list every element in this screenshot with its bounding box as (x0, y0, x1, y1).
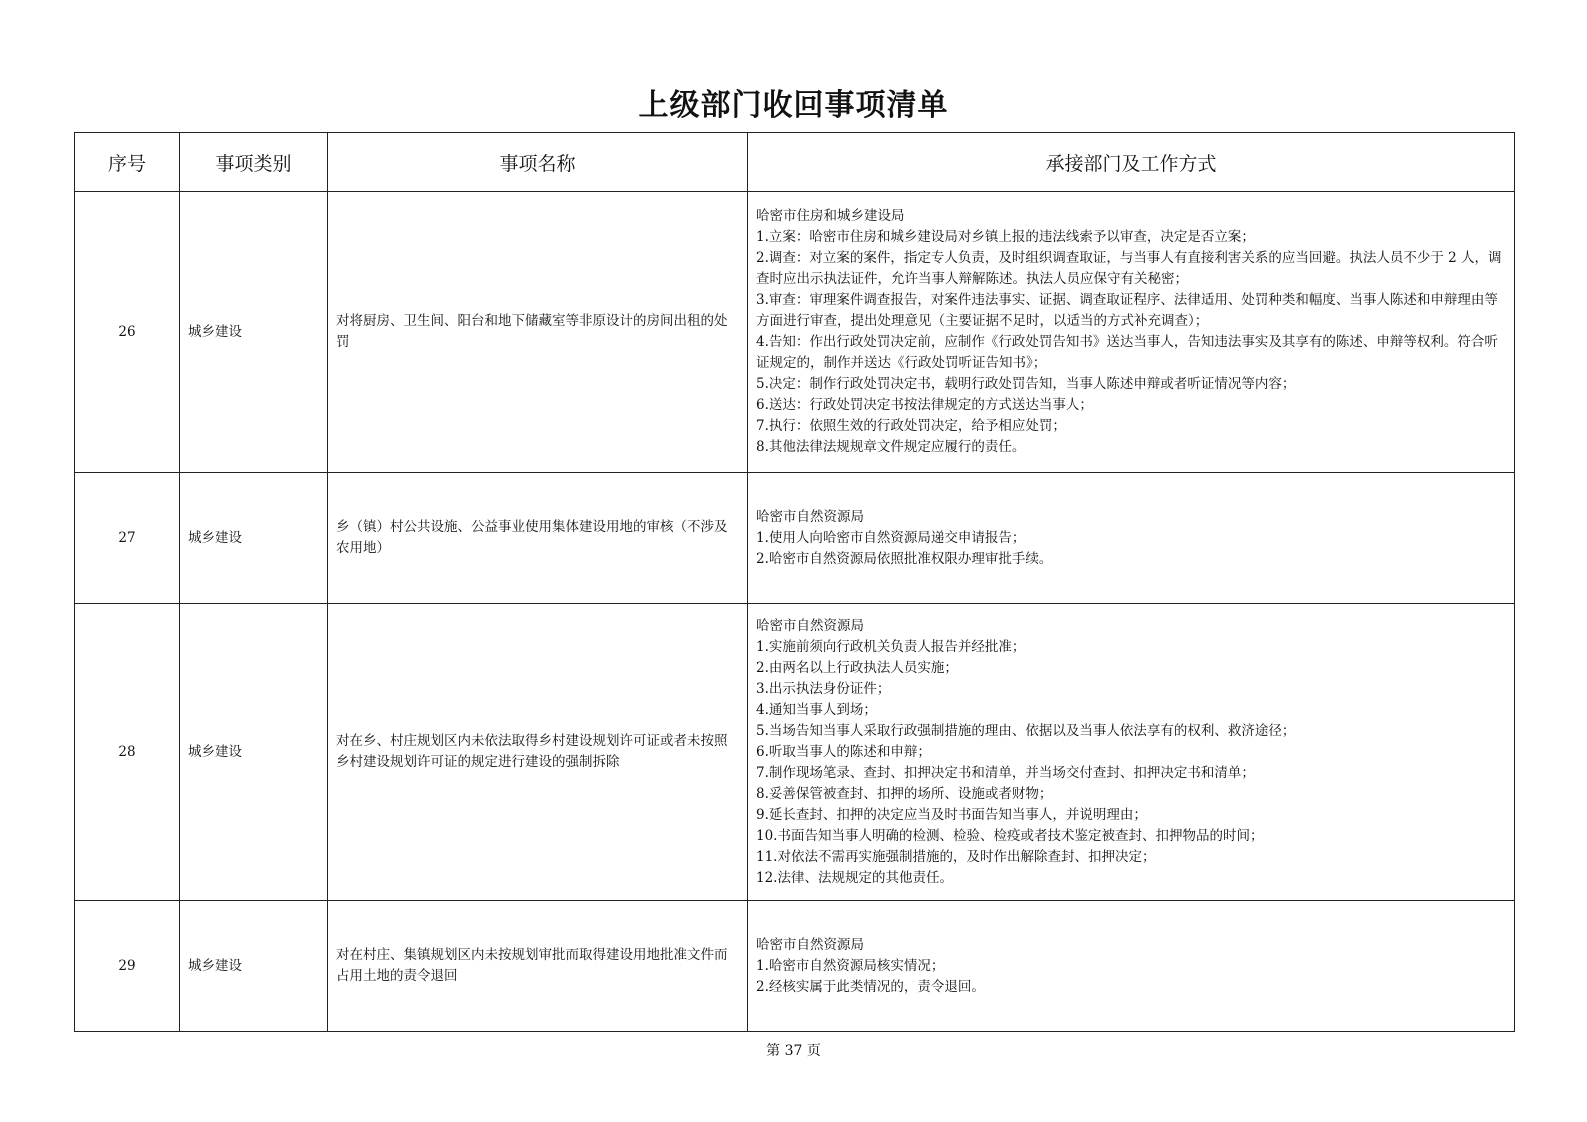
row-step: 3.审查：审理案件调查报告，对案件违法事实、证据、调查取证程序、法律适用、处罚种类和幅度、当事人陈述和申辩理由等方面进行审查，提出处理意见（主要证据不足时，以适当的方式补充调查）； (756, 292, 1498, 329)
row-department: 哈密市住房和城乡建设局 (756, 208, 905, 224)
row-step: 3.出示执法身份证件； (756, 680, 891, 697)
row-step: 5.当场告知当事人采取行政强制措施的理由、依据以及当事人依法享有的权利、救济途径； (756, 722, 1296, 739)
row-step: 12.法律、法规规定的其他责任。 (756, 869, 953, 886)
row-department: 哈密市自然资源局 (756, 936, 864, 953)
row-item-name: 乡（镇）村公共设施、公益事业使用集体建设用地的审核（不涉及农用地） (328, 473, 748, 604)
table-header-row (75, 133, 1515, 192)
row-step: 6.送达：行政处罚决定书按法律规定的方式送达当事人； (756, 397, 1093, 413)
page-number: 第 37 页 (766, 1043, 821, 1059)
row-step: 2.经核实属于此类情况的，责令退回。 (756, 978, 985, 995)
row-step: 10.书面告知当事人明确的检测、检验、检疫或者技术鉴定被查封、扣押物品的时间； (756, 827, 1264, 844)
row-step: 1.立案：哈密市住房和城乡建设局对乡镇上报的违法线索予以审查，决定是否立案； (756, 229, 1255, 245)
header-method: 承接部门及工作方式 (748, 133, 1515, 192)
row-seq: 27 (75, 473, 180, 604)
row-step: 8.妥善保管被查封、扣押的场所、设施或者财物； (756, 785, 1053, 802)
row-method (748, 473, 1515, 604)
row-step: 8.其他法律法规规章文件规定应履行的责任。 (756, 439, 1026, 455)
row-category: 城乡建设 (180, 192, 328, 473)
row-step: 9.延长查封、扣押的决定应当及时书面告知当事人，并说明理由； (756, 806, 1147, 823)
header-category: 事项类别 (180, 133, 328, 192)
row-category: 城乡建设 (180, 901, 328, 1032)
row-seq: 26 (75, 192, 180, 473)
row-department: 哈密市自然资源局 (756, 508, 864, 525)
row-step: 7.执行：依照生效的行政处罚决定，给予相应处罚； (756, 418, 1066, 434)
row-step: 1.哈密市自然资源局核实情况； (756, 957, 945, 974)
table-row (75, 192, 1515, 473)
row-step: 2.调查：对立案的案件，指定专人负责，及时组织调查取证，与当事人有直接利害关系的应当回避。执法人员不少于 2 人，调查时应出示执法证件，允许当事人辩解陈述。执法人员应保守有关秘密； (756, 250, 1502, 287)
row-department: 哈密市自然资源局 (756, 617, 864, 634)
row-item-name: 对在乡、村庄规划区内未依法取得乡村建设规划许可证或者未按照乡村建设规划许可证的规定进行建设的强制拆除 (328, 604, 748, 901)
items-table (74, 132, 1515, 1032)
row-step: 6.听取当事人的陈述和申辩； (756, 743, 931, 760)
row-method (748, 192, 1515, 473)
row-method (748, 604, 1515, 901)
row-item-name: 对将厨房、卫生间、阳台和地下储藏室等非原设计的房间出租的处罚 (328, 192, 748, 473)
page-title: 上级部门收回事项清单 (638, 88, 949, 123)
header-seq: 序号 (75, 133, 180, 192)
row-step: 2.哈密市自然资源局依照批准权限办理审批手续。 (756, 550, 1053, 567)
table-row (75, 473, 1515, 604)
row-method (748, 901, 1515, 1032)
row-step: 1.实施前须向行政机关负责人报告并经批准； (756, 638, 1026, 655)
row-step: 7.制作现场笔录、查封、扣押决定书和清单，并当场交付查封、扣押决定书和清单； (756, 764, 1255, 781)
row-step: 1.使用人向哈密市自然资源局递交申请报告； (756, 529, 1026, 546)
row-seq: 29 (75, 901, 180, 1032)
row-category: 城乡建设 (180, 473, 328, 604)
header-name: 事项名称 (328, 133, 748, 192)
row-seq: 28 (75, 604, 180, 901)
row-step: 4.告知：作出行政处罚决定前，应制作《行政处罚告知书》送达当事人，告知违法事实及其享有的陈述、申辩等权利。符合听证规定的，制作并送达《行政处罚听证告知书》； (756, 334, 1498, 371)
row-category: 城乡建设 (180, 604, 328, 901)
table-row (75, 604, 1515, 901)
row-step: 5.决定：制作行政处罚决定书，载明行政处罚告知，当事人陈述申辩或者听证情况等内容； (756, 376, 1296, 392)
row-step: 11.对依法不需再实施强制措施的，及时作出解除查封、扣押决定； (756, 848, 1156, 865)
row-step: 4.通知当事人到场； (756, 701, 877, 718)
row-step: 2.由两名以上行政执法人员实施； (756, 659, 958, 676)
table-row (75, 901, 1515, 1032)
row-item-name: 对在村庄、集镇规划区内未按规划审批而取得建设用地批准文件而占用土地的责令退回 (328, 901, 748, 1032)
